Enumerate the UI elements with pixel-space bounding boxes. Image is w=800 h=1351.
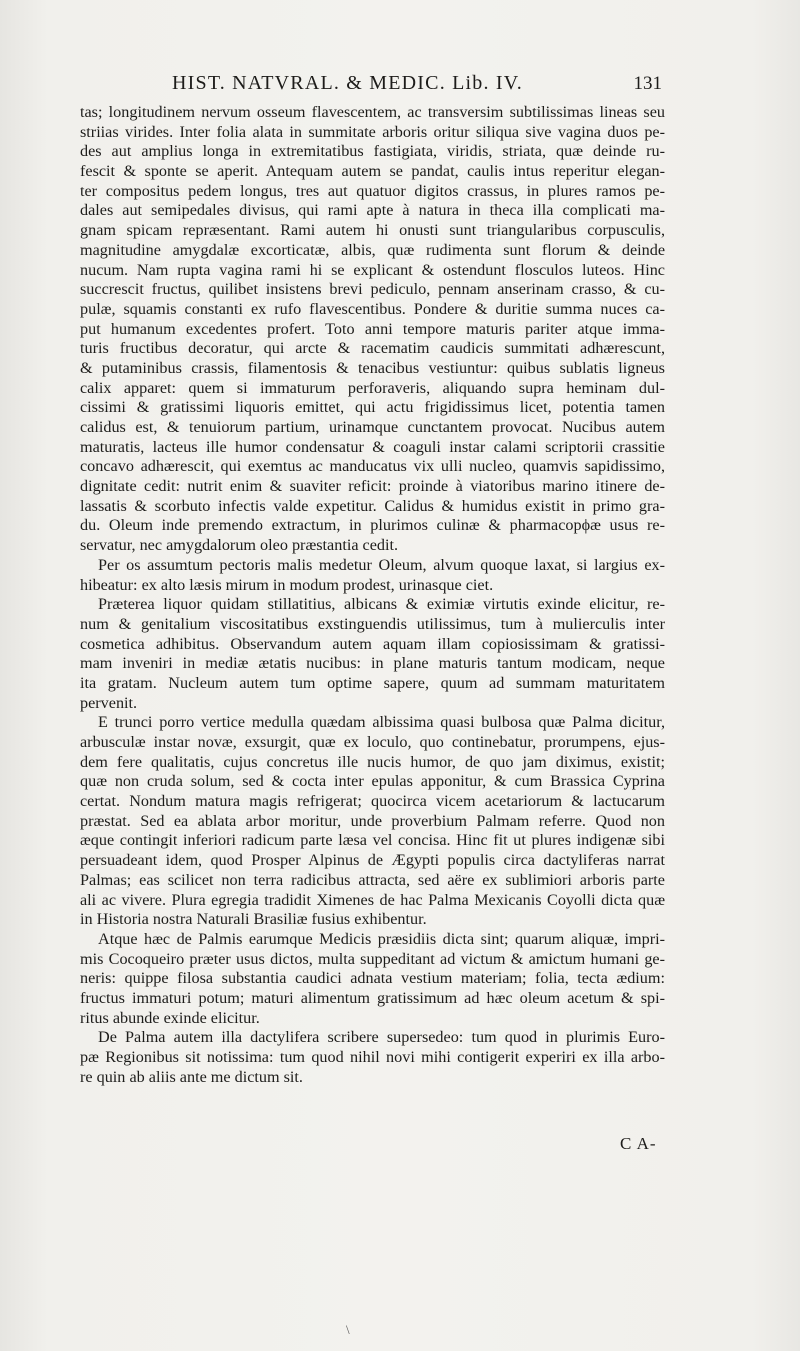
text-line: gnam spicam repræsentant. Rami autem hi onusti sunt triangularibus corpusculis, [80,221,665,240]
catchword: C A- [620,1134,657,1153]
text-line: persuadeant idem, quod Prosper Alpinus de Ægypti populis circa dactyliferas narrat [80,851,665,870]
running-title: HIST. NATVRAL. & MEDIC. Lib. IV. [172,72,523,94]
text-line: ita gratam. Nucleum autem tum optime sapere, quum ad summam maturitatem [80,673,665,692]
text-line: ter compositus pedem longus, tres aut quatuor digitos crassus, in plures ramos pe- [80,181,665,200]
text-line: dem fere qualitatis, cujus concretus ille nucis humor, de quo jam diximus, existit; [80,752,665,771]
text-line: re quin ab aliis ante me dictum sit. [80,1067,303,1086]
text-line: dignitate cedit: nutrit enim & suaviter reficit: proinde à viatoribus marino itinere de- [80,477,665,496]
text-line: turis fructibus decoratur, qui arcte & racematim caudicis summitati adhærescunt, [80,339,665,358]
text-line: pulæ, squamis constanti ex rufo flavescentibus. Pondere & duritie summa nuces ca- [80,299,665,318]
text-line: succrescit fructus, quilibet insistens brevi pediculo, pennam anserinam crasso, & cu- [80,280,665,299]
page-number: 131 [633,73,662,94]
text-line: nucum. Nam rupta vagina rami hi se explicant & ostendunt flosculos luteos. Hinc [80,260,665,279]
paragraph [80,1028,665,1087]
text-line: in Historia nostra Naturali Brasiliæ fusius exhibentur. [80,910,427,929]
text-line: E trunci porro vertice medulla quædam albissima quasi bulbosa quæ Palma dicitur, [98,713,665,732]
text-line: du. Oleum inde premendo extractum, in plurimos culinæ & pharmacopϕæ usus re- [80,516,665,535]
text-line: æque contingit inferiori radicum parte læsa vel concisa. Hinc fit ut plures indigenæ sibi [80,831,665,850]
running-header [172,72,662,95]
paragraph [80,103,665,556]
text-line: Per os assumtum pectoris malis medetur Oleum, alvum quoque laxat, si largius ex- [98,555,665,574]
paragraph [80,713,665,930]
text-line: & putaminibus crassis, filamentosis & tenacibus vestiuntur: quibus sublatis ligneus [80,358,665,377]
text-line: cosmetica adhibitus. Observandum autem aquam illam copiosissimam & gratissi- [80,634,665,653]
text-line: mam inveniri in mediæ ætatis nucibus: in plane maturis tantum modicam, neque [80,654,665,673]
text-line: calidus est, & tenuiorum partium, urinamque cunctantem provocat. Nucibus autem [80,418,665,436]
text-line: Palmas; eas scilicet non terra radicibus attracta, sed aëre ex sublimiori arboris parte [80,870,665,889]
paragraph [80,556,665,595]
text-line: hibeatur: ex alto læsis mirum in modum prodest, urinasque ciet. [80,575,494,594]
text-line: ali ac vivere. Plura egregia tradidit Ximenes de hac Palma Mexicanis Coyolli dicta quæ [80,890,665,909]
text-line: striias virides. Inter folia alata in summitate arboris oritur siliqua sive vagina duos pe- [80,122,665,141]
text-line: num & genitalium viscositatibus exstinguendis utilissimus, tum à mulierculis inter [80,614,665,633]
text-line: arbusculæ instar novæ, exsurgit, quæ ex loculo, quo continebatur, prorumpens, ejus- [80,733,665,751]
text-line: De Palma autem illa dactylifera scribere supersedeo: tum quod in plurimis Euro- [98,1028,665,1047]
text-line: Atque hæc de Palmis earumque Medicis præsidiis dicta sint; quarum aliquæ, impri- [98,929,665,948]
page-body [80,103,665,1087]
footer-mark: \ [346,1322,350,1337]
text-line: fescit & sponte se aperit. Antequam autem se pandat, caulis intus reperitur elegan- [80,162,665,181]
paragraph [80,930,665,1028]
text-line: maturatis, lacteus ille humor condensatur & coaguli instar calami scriptorii crassitie [80,437,665,456]
text-line: put humanum excedentes profert. Toto anni tempore maturis pariter atque imma- [80,319,665,338]
text-line: præstat. Sed ea ablata arbor moritur, unde proverbium Palmam referre. Quod non [80,811,665,830]
text-line: dales aut semipedales divisus, qui rami apte à natura in theca illa complicati ma- [80,201,665,220]
text-line: Præterea liquor quidam stillatitius, albicans & eximiæ virtutis exinde elicitur, re- [98,595,665,614]
text-line: pervenit. [80,693,138,712]
text-line: calix apparet: quem si immaturum perforaveris, aliquando supra heminam dul- [80,378,665,397]
text-line: ritus abunde exinde elicitur. [80,1008,260,1027]
text-line: pæ Regionibus sit notissima: tum quod nihil novi mihi contigerit experiri ex illa arbo- [80,1048,665,1066]
text-line: lassatis & scorbuto infectis valde expetitur. Calidus & humidus existit in primo gra- [80,496,665,515]
text-line: neris: quippe filosa substantia caudici adnata vestium materiam; folia, tecta ædium: [80,969,665,988]
text-line: servatur, nec amygdalorum oleo præstantia cedit. [80,536,399,555]
text-line: fructus immaturi potum; maturi alimentum gratissimum ad hæc oleum acetum & spi- [80,988,665,1007]
text-line: des aut amplius longa in extremitatibus fastigiata, viridis, striata, quæ deinde ru- [80,142,665,161]
text-line: certat. Nondum matura magis refrigerat; quocirca vicem acetariorum & lactucarum [80,792,665,811]
text-line: magnitudine amygdalæ excorticatæ, albis, quæ rudimenta sunt florum & deinde [80,240,665,259]
text-line: cissimi & gratissimi liquoris emittet, qui actu frigidissimus licet, potentia tamen [80,398,665,417]
text-line: quæ non cruda solum, sed & cocta inter epulas apponitur, & cum Brassica Cyprina [80,772,665,791]
text-line: mis Cocoqueiro præter usus dictos, multa suppeditant ad victum & amictum humani ge- [80,949,665,968]
text-line: tas; longitudinem nervum osseum flavescentem, ac transversim subtilissimas lineas seu [80,103,665,121]
text-line: concavo adhærescit, qui exemtus ac manducatus vix ulli nucleo, quamvis sapidissimo, [80,457,665,476]
paragraph [80,595,665,713]
